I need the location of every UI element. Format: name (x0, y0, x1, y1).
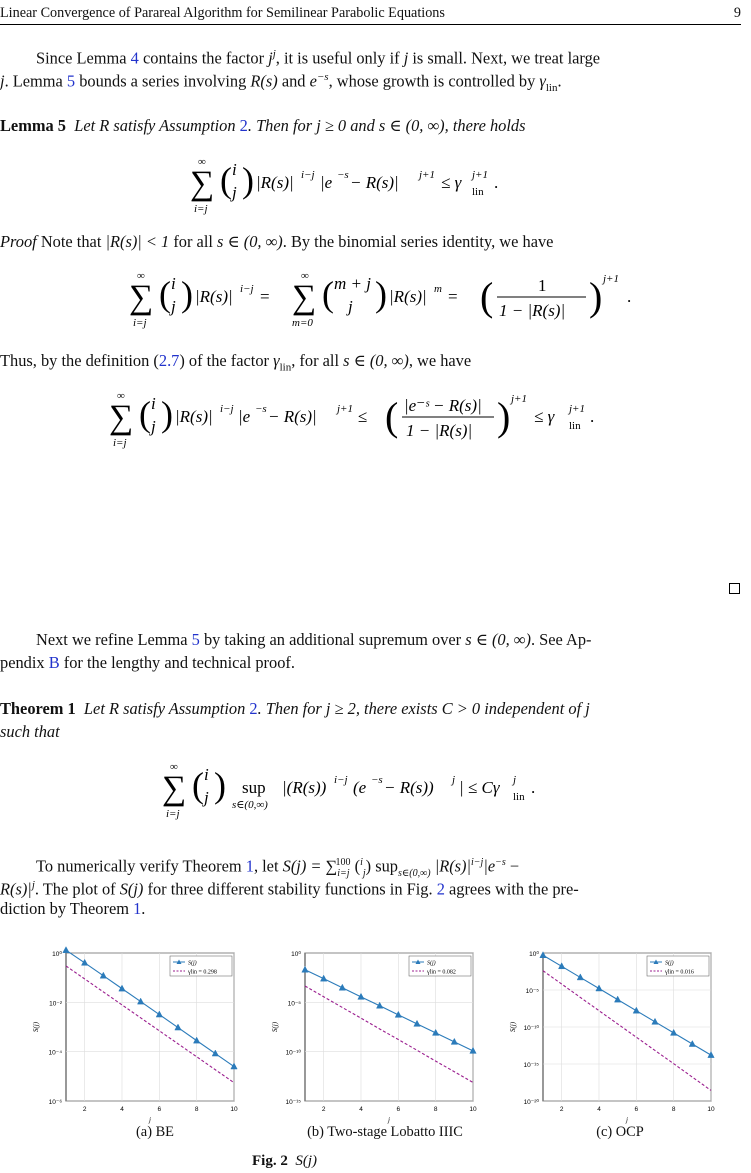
paragraph-refine-lemma: Next we refine Lemma 5 by taking an additional supremum over s ∈ (0, ∞). See Ap- (36, 630, 592, 649)
x-tick-label: 6 (634, 1106, 639, 1113)
running-header (0, 2, 741, 22)
legend-label: S(j) (188, 960, 197, 967)
svg-text:.: . (494, 173, 499, 192)
svg-text:i=j: i=j (133, 317, 147, 329)
svg-text:m + j: m + j (334, 274, 371, 293)
x-tick-label: 10 (707, 1106, 715, 1113)
svg-text:−s: −s (255, 403, 267, 415)
svg-text:i−j: i−j (334, 774, 348, 786)
svg-text:|R(s)|: |R(s)| (175, 407, 213, 426)
legend-label: γlin = 0.298 (188, 969, 217, 976)
svg-text:i−j: i−j (220, 403, 234, 415)
theorem-1-heading: Theorem 1 (0, 699, 76, 718)
svg-text:): ) (214, 765, 226, 805)
svg-text:(: ( (139, 394, 151, 434)
svg-text:j: j (452, 774, 456, 786)
svg-text:j+1: j+1 (337, 403, 353, 415)
ref-lemma-4[interactable]: 4 (130, 48, 139, 68)
svg-text:j: j (151, 417, 156, 436)
svg-text:): ) (161, 394, 173, 434)
svg-text:lin: lin (472, 186, 484, 198)
equation-theorem-1 (0, 755, 741, 825)
svg-text:(e: (e (353, 778, 367, 797)
svg-text:(: ( (480, 274, 494, 319)
svg-text:− R(s)): − R(s)) (384, 778, 434, 797)
proof-opening: Proof Note that |R(s)| < 1 for all s ∈ (0, ∞). By the binomial series identity, we have (0, 232, 554, 251)
chart-ocp (503, 945, 723, 1124)
svg-text:∞: ∞ (137, 270, 145, 282)
caption-c: (c) OCP (596, 1124, 644, 1140)
svg-text:i=j: i=j (166, 808, 180, 820)
y-tick-label: 10⁻²⁰ (523, 1099, 539, 1106)
svg-text:− R(s)|: − R(s)| (350, 173, 399, 192)
y-axis-label: S(j) (509, 1021, 517, 1033)
svg-text:|R(s)|: |R(s)| (256, 173, 294, 192)
svg-text:∑: ∑ (109, 399, 134, 436)
chart-lobatto (265, 945, 485, 1124)
legend-label: S(j) (427, 960, 436, 967)
svg-text:(: ( (192, 765, 204, 805)
svg-text:∞: ∞ (117, 390, 125, 402)
svg-text:=: = (260, 287, 270, 306)
svg-text:=: = (448, 287, 458, 306)
equation-lemma-5 (0, 150, 741, 220)
chart-be (26, 945, 246, 1124)
figure-2b (265, 945, 485, 1124)
svg-text:.: . (627, 287, 632, 306)
svg-text:∑: ∑ (292, 279, 317, 316)
ref-lemma-5[interactable]: 5 (66, 71, 76, 91)
y-tick-label: 10⁻⁶ (48, 1099, 62, 1106)
paragraph-lemma4-remark: Since Lemma 4 contains the factor $j^j$, it is useful only if j is small. Next, we treat large (36, 48, 601, 68)
theorem-1-line2: such that (0, 722, 60, 741)
sum-symbol: ∑ (190, 165, 215, 202)
svg-text:|e⁻ˢ − R(s)|: |e⁻ˢ − R(s)| (404, 396, 482, 415)
svg-text:∞: ∞ (301, 270, 309, 282)
y-tick-label: 10⁻⁴ (48, 1049, 62, 1057)
legend-label: γlin = 0.016 (665, 969, 694, 976)
y-tick-label: 10⁻¹⁵ (285, 1099, 301, 1106)
svg-text:s∈(0,∞): s∈(0,∞) (232, 799, 268, 811)
svg-text:.: . (531, 778, 536, 797)
svg-text:lin: lin (513, 791, 525, 803)
svg-text:(: ( (220, 160, 232, 200)
x-tick-label: 2 (559, 1106, 564, 1113)
svg-text:m: m (434, 283, 442, 295)
x-tick-label: 4 (597, 1106, 601, 1113)
svg-text:(: ( (159, 274, 171, 314)
caption-a: (a) BE (136, 1124, 174, 1140)
paragraph-lemma4-remark-line2: j. Lemma 5 bounds a series involving R(s) and $e^{-s}$, whose growth is controlled by $\gamma_{lin}$. (0, 71, 562, 94)
x-axis-label: j (626, 1116, 628, 1124)
svg-text:| ≤ Cγ: | ≤ Cγ (459, 778, 500, 797)
svg-text:): ) (242, 160, 254, 200)
svg-text:|R(s)|: |R(s)| (389, 287, 427, 306)
svg-text:j: j (513, 774, 517, 786)
page-number: 9 (733, 5, 741, 21)
svg-text:− R(s)|: − R(s)| (268, 407, 317, 426)
paragraph-numerical-verify: To numerically verify Theorem 1, let $S(j) = \sum_{i=j}^{100}$ ($^i_j$) sup$_{s\in(0,\infty)}$ $|R(s)|^{i-j}|e^{-s}$ − (36, 856, 520, 879)
svg-text:(: ( (385, 394, 399, 439)
paragraph-refine-lemma-line2: pendix B for the lengthy and technical proof. (0, 653, 295, 672)
y-axis-label: S(j) (271, 1021, 279, 1033)
svg-text:m=0: m=0 (292, 317, 313, 329)
ref-assumption-2-b[interactable]: 2 (249, 699, 258, 718)
x-tick-label: 10 (469, 1106, 477, 1113)
svg-text:i: i (232, 160, 237, 179)
svg-text:|e: |e (238, 407, 251, 426)
qed-box (729, 583, 740, 594)
y-axis-label: S(j) (32, 1021, 40, 1033)
svg-text:1 − |R(s)|: 1 − |R(s)| (499, 301, 566, 320)
svg-text:∑: ∑ (162, 770, 187, 807)
ref-fig-2[interactable]: 2 (436, 879, 445, 899)
svg-text:i: i (204, 765, 209, 784)
svg-text:|(R(s)): |(R(s)) (282, 778, 327, 797)
svg-text:.: . (590, 407, 595, 426)
svg-text:j+1: j+1 (569, 403, 585, 415)
legend-label: γlin = 0.082 (427, 969, 456, 976)
y-tick-label: 10⁻¹⁰ (285, 1049, 301, 1057)
svg-text:∞: ∞ (170, 761, 178, 773)
paragraph-definition-gamma: Thus, by the definition (2.7) of the factor $\gamma_{lin}$, for all s ∈ (0, ∞), we have (0, 351, 472, 374)
svg-text:j+1: j+1 (511, 393, 527, 405)
svg-text:−s: −s (337, 169, 349, 181)
equation-gamma-bound (0, 384, 741, 454)
legend-label: S(j) (665, 960, 674, 967)
y-tick-label: 10⁻⁵ (287, 1000, 301, 1008)
equation-binomial-series (0, 264, 741, 334)
lemma-5-heading: Lemma 5 (0, 116, 67, 135)
svg-text:i=j: i=j (194, 203, 208, 215)
lemma-5-statement: Lemma 5 Let R satisfy Assumption 2. Then for j ≥ 0 and s ∈ (0, ∞), there holds (0, 116, 526, 135)
y-tick-label: 10⁻⁵ (525, 988, 539, 995)
svg-text:): ) (181, 274, 193, 314)
svg-text:∞: ∞ (198, 156, 206, 168)
svg-text:sup: sup (242, 778, 266, 797)
svg-text:i: i (171, 274, 176, 293)
ref-assumption-2[interactable]: 2 (239, 116, 248, 135)
proof-heading: Proof (0, 232, 37, 251)
header-rule (0, 24, 741, 25)
y-tick-label: 10⁻¹⁰ (523, 1025, 539, 1032)
ref-lemma-5-b[interactable]: 5 (191, 630, 200, 649)
svg-text:j: j (171, 297, 176, 316)
x-axis-label: j (388, 1116, 390, 1124)
ref-eq-2-7[interactable]: 2.7 (158, 351, 180, 370)
svg-text:j: j (204, 788, 209, 807)
figure-2c (503, 945, 723, 1124)
svg-text:j+1: j+1 (603, 273, 619, 285)
svg-text:j: j (232, 183, 237, 202)
paragraph-numerical-verify-line2: $R(s)|^j$. The plot of S(j) for three different stability functions in Fig. 2 agrees with the pre- (0, 879, 579, 899)
x-tick-label: 10 (230, 1106, 238, 1113)
x-tick-label: 6 (157, 1106, 162, 1113)
y-tick-label: 10⁰ (291, 951, 301, 958)
x-tick-label: 8 (194, 1106, 199, 1113)
paragraph-numerical-verify-line3: diction by Theorem 1. (0, 899, 146, 918)
caption-b: (b) Two-stage Lobatto IIIC (307, 1124, 463, 1140)
x-tick-label: 6 (396, 1106, 401, 1113)
svg-text:j+1: j+1 (472, 169, 488, 181)
svg-text:i−j: i−j (301, 169, 315, 181)
theorem-1-statement: Theorem 1 Let R satisfy Assumption 2. Then for j ≥ 2, there exists C > 0 independent of j (0, 699, 590, 718)
y-tick-label: 10⁻¹⁵ (523, 1062, 539, 1069)
svg-text:): ) (375, 274, 387, 314)
x-axis-label: j (149, 1116, 151, 1124)
y-tick-label: 10⁰ (52, 951, 62, 958)
svg-text:≤: ≤ (358, 407, 368, 426)
x-tick-label: 8 (671, 1106, 676, 1113)
y-tick-label: 10⁻² (49, 1000, 62, 1008)
figure-2a (26, 945, 246, 1124)
svg-text:i−j: i−j (240, 283, 254, 295)
svg-text:): ) (497, 394, 511, 439)
y-tick-label: 10⁰ (529, 951, 539, 958)
svg-text:|e: |e (320, 173, 333, 192)
x-tick-label: 2 (82, 1106, 87, 1113)
svg-text:1: 1 (538, 276, 547, 295)
data-point (63, 947, 69, 953)
svg-text:≤ γ: ≤ γ (534, 407, 555, 426)
svg-text:lin: lin (569, 420, 581, 432)
svg-text:∑: ∑ (129, 279, 154, 316)
x-tick-label: 4 (359, 1106, 363, 1113)
ref-appendix-b[interactable]: B (48, 653, 60, 672)
svg-text:(: ( (322, 274, 334, 314)
x-tick-label: 4 (120, 1106, 124, 1113)
svg-text:i: i (151, 394, 156, 413)
svg-text:≤ γ: ≤ γ (441, 173, 462, 192)
ref-theorem-1[interactable]: 1 (245, 856, 254, 876)
x-tick-label: 8 (433, 1106, 438, 1113)
x-tick-label: 2 (321, 1106, 326, 1113)
svg-text:|R(s)|: |R(s)| (195, 287, 233, 306)
figure-caption: Fig. 2 S(j) (252, 1153, 318, 1169)
svg-text:−s: −s (371, 774, 383, 786)
svg-text:1 − |R(s)|: 1 − |R(s)| (406, 421, 473, 440)
ref-theorem-1-b[interactable]: 1 (133, 899, 142, 918)
svg-text:): ) (589, 274, 603, 319)
svg-text:i=j: i=j (113, 437, 127, 449)
svg-text:j: j (348, 297, 353, 316)
running-title: Linear Convergence of Parareal Algorithm for Semilinear Parabolic Equations (0, 5, 445, 21)
svg-text:j+1: j+1 (419, 169, 435, 181)
